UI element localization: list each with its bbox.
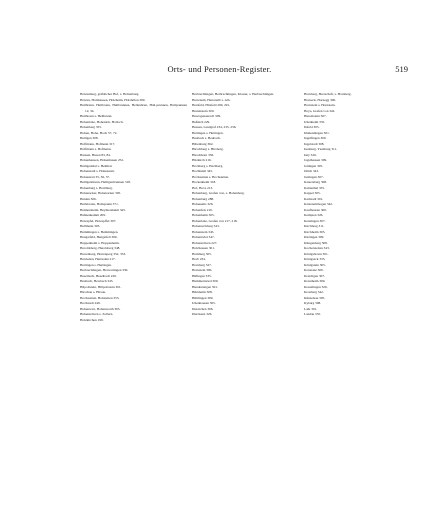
index-entry: Hohentwiel 347. bbox=[192, 235, 215, 239]
index-entry: Hohenlohe, Hohenloh, Holloch. bbox=[80, 119, 124, 124]
index-entry: Kappel 305. bbox=[304, 191, 321, 195]
index-entry: Ichenheim 335. bbox=[304, 119, 326, 124]
index-entry: Königsbronn 301. bbox=[304, 251, 329, 256]
index-entry: Hüttlingen 309. bbox=[192, 295, 214, 300]
index-entry: Kirchberg 311. bbox=[304, 224, 325, 228]
index-entry: Hirschhorn 356. bbox=[192, 152, 215, 157]
index-entry: Hochstetten, Hohstetten 355. bbox=[80, 295, 120, 300]
index-entry: Hohenfels 210. bbox=[192, 207, 213, 212]
index-entry: Ingelfingen 300. bbox=[304, 136, 327, 140]
index-entry: Hohenstatt 35, 36, 37. bbox=[80, 174, 110, 179]
index-entry: Heroldsberg, Herolsberg 348. bbox=[80, 246, 121, 250]
index-entry: Heiligenthal s. Heilthal. bbox=[80, 163, 113, 168]
index-entry: Heiden 306. bbox=[80, 196, 97, 201]
index-entry: Justingen 307. bbox=[304, 174, 324, 179]
index-entry: Lahr 301. bbox=[304, 306, 318, 311]
index-entry: Hohenburg 288. bbox=[192, 196, 214, 201]
index-entry: Heubach s. Heubach. bbox=[192, 136, 221, 140]
index-entry: Illereichen 306. bbox=[192, 306, 214, 311]
index-entry: Hohenhausen, Hohenhusen 252. bbox=[80, 158, 124, 162]
index-entry: Homburg 305. bbox=[192, 251, 212, 256]
index-entry: Jagsthausen 309. bbox=[304, 158, 327, 162]
index-entry: Krautheim 309. bbox=[304, 279, 326, 283]
index-entry: Kraichgau 307. bbox=[304, 273, 325, 278]
index-entry: Hitzkirch 216. bbox=[192, 158, 212, 162]
index-entry: Hoya, Grafen von 342. bbox=[304, 108, 336, 113]
index-entry: Hohenberg, Grafen von, s. Hohenberg. bbox=[192, 191, 245, 195]
index-entry: Hochstetten s. Hochstetten. bbox=[192, 174, 230, 179]
index-entry: Hornberg 327. bbox=[192, 262, 212, 267]
index-entry: Hertingen s. Hertingen. bbox=[80, 262, 112, 267]
index-entry: Herzogenaurach 309. bbox=[192, 114, 221, 118]
index-entry: Jülich 343. bbox=[304, 169, 319, 173]
index-entry: Herrenberg, Herrenperg 352, 353. bbox=[80, 251, 127, 256]
index-entry: Kenzingen 307. bbox=[304, 218, 326, 223]
index-entry: Ilsfeld 305. bbox=[304, 125, 320, 129]
index-entry: Künzelsau 305. bbox=[304, 295, 326, 300]
index-entry: Hahnenkamm 209. bbox=[80, 213, 106, 217]
index-entry: Hohen, Hohe, Hoch 57, 72. bbox=[80, 130, 118, 135]
index-entry: Herbrechtingen, Herwartingen 330. bbox=[80, 268, 129, 272]
index-entry: Hersfeld, Hirsfeld 290, 291. bbox=[192, 103, 231, 107]
index-entry: Holzapfel, Holzapffel 307. bbox=[80, 218, 117, 223]
index-entry: Kaufbeuren 300. bbox=[304, 207, 327, 212]
index-entry: Kaisersberg 308. bbox=[304, 180, 327, 184]
index-entry: Kitzingen 309. bbox=[304, 235, 325, 239]
page-title: Orts- und Personen-Register. bbox=[167, 64, 272, 74]
index-entry: Hohenzollern s. Zollern. bbox=[80, 312, 114, 316]
index-entry: Ichenhausen 305. bbox=[192, 301, 216, 305]
index-entry: Hüfingen 335. bbox=[192, 273, 212, 278]
index-entry: Holzkirchen 199. bbox=[80, 317, 104, 322]
index-entry: Holzen, Holzhausen, Holzheim, Holzhöfen 309. bbox=[80, 97, 146, 102]
index-entry: Hornstein 300. bbox=[192, 268, 213, 272]
index-entry: Immendingen 301. bbox=[304, 130, 330, 135]
index-entry: Hohenstein 345. bbox=[192, 229, 215, 234]
index-entry: Hoffmann s. Hofmann. bbox=[80, 147, 112, 151]
index-entry: Hohenacker, Hohenacker 305. bbox=[80, 191, 122, 195]
index-entry: Heilsbronn, Hailsprunn 371. bbox=[80, 202, 119, 206]
index-entry: Isny 326. bbox=[304, 152, 317, 157]
index-entry: Kaltenthal 335. bbox=[304, 185, 325, 190]
index-entry: Illertissen 326. bbox=[192, 312, 213, 316]
index-entry: Heiligen 308. bbox=[80, 136, 99, 140]
index-entry: Kempten 326. bbox=[304, 213, 324, 217]
index-entry: Heilbronn s. Heilbrunn. bbox=[80, 114, 113, 118]
index-entry: Herrieden, Herrieden 217. bbox=[80, 257, 116, 261]
index-entry: Hettingen s. Hettingen. bbox=[192, 130, 224, 135]
index-entry: Herbrechtingen, Herbrechtingen, Kloster, s. Herbrechtingen. bbox=[192, 92, 275, 96]
index-entry: Karlstadt 301. bbox=[304, 196, 324, 201]
index-column-3 bbox=[304, 92, 411, 504]
index-entry: Hummertsried 309. bbox=[192, 279, 219, 283]
index-entry: Hockenheim 318. bbox=[192, 180, 217, 184]
index-entry: Hessen, Landgraf 234, 235, 236. bbox=[192, 125, 237, 129]
index-entry: Holzenburg, gräfslicher Hof, s. Holtenburg. bbox=[80, 92, 140, 96]
index-entry: Hemmingen s. Hemmingen. bbox=[80, 229, 119, 234]
index-entry: Hellmann 303. bbox=[80, 224, 101, 228]
index-entry: Kocherstetten 343. bbox=[304, 246, 330, 250]
index-entry: Konstanz 300. bbox=[304, 268, 324, 272]
index-entry: Hohenburg s. Homburg. bbox=[80, 185, 113, 190]
index-entry: Hausen, Husen 83, 84. bbox=[80, 152, 111, 157]
page-header bbox=[0, 64, 439, 76]
index-entry: Kreuzlingen 326. bbox=[304, 284, 328, 289]
index-entry: Hof, Hove 213. bbox=[192, 185, 214, 190]
index-entry: Hunoltstein 307. bbox=[304, 114, 327, 118]
index-entry: Heßlach 229. bbox=[192, 119, 211, 124]
index-entry: Hengstfeld, Hengstfelt 360. bbox=[80, 235, 118, 239]
index-entry: Hohenrechberg 343. bbox=[192, 224, 220, 228]
index-entry: Hertenstein 300. bbox=[192, 108, 215, 113]
index-entry: Heiligenbrunn, Heiligenbrunnen 318. bbox=[80, 180, 131, 184]
index-entry: Landau 335. bbox=[304, 312, 321, 316]
index-entry: Heselbach, Heselbach 229. bbox=[80, 273, 117, 278]
index-entry: Klingenberg 308. bbox=[304, 240, 328, 245]
index-entry: Hohenberg 355. bbox=[80, 125, 102, 129]
index-entry: Hilpoltstein, Hiltpoltstein 301. bbox=[80, 284, 122, 289]
index-entry: Heimersheim, Heymersheim 345. bbox=[80, 207, 126, 212]
index-entry: Kirchheim 305. bbox=[304, 229, 326, 234]
index-entry: Isenburg, Ysenburg 311. bbox=[304, 147, 338, 151]
index-entry: Königstein 305. bbox=[304, 262, 326, 267]
index-entry: Hirschberg s. Hirsberg. bbox=[192, 147, 224, 151]
index-entry: Hohenlohe, Grafen von 217, 218. bbox=[192, 218, 238, 223]
index-entry: Horb 234. bbox=[192, 257, 206, 261]
index-entry: Ingolstadt 308. bbox=[304, 141, 325, 146]
index-entry: Hiltenburg 362. bbox=[192, 141, 214, 146]
index-entry: Hochheim 345. bbox=[192, 169, 213, 173]
index-entry: Hochberg s. Hachberg. bbox=[192, 163, 224, 168]
index-columns bbox=[80, 92, 412, 504]
index-entry: Kyburg 308. bbox=[304, 301, 322, 305]
index-entry: Hohenheim 305. bbox=[192, 213, 215, 217]
index-entry: Hirschau s. Hirsau. bbox=[80, 290, 106, 294]
index-entry: Hornstein s. Hornstein. bbox=[304, 103, 336, 107]
page-number: 519 bbox=[395, 64, 408, 74]
index-entry: Hundersingen 301. bbox=[192, 284, 218, 289]
index-entry: Kronberg 342. bbox=[304, 290, 324, 294]
index-entry: Hohenstadt s. Hohenstatt. bbox=[80, 169, 115, 173]
index-entry: Holzhausen 301. bbox=[192, 246, 215, 250]
index-column-1 bbox=[80, 92, 187, 504]
index-column-2 bbox=[192, 92, 299, 504]
index-entry: Hohenems 326. bbox=[192, 202, 214, 206]
index-entry: Jettingen 305. bbox=[304, 163, 324, 168]
index-entry: Katzenelnbogen 342. bbox=[304, 202, 333, 206]
index-entry: Hoffmann, Hofmann 317. bbox=[80, 141, 116, 146]
index-entry: Königseck 335. bbox=[304, 257, 326, 261]
index-entry: Herrenalb, Herrenalb s. Alb. bbox=[192, 97, 231, 102]
index-entry: Heppenheim s. Hoppenheim. bbox=[80, 240, 120, 245]
index-entry: Hornberg, Herrschaft, s. Hornberg. bbox=[304, 92, 352, 96]
index-entry: Horneck, Hornegg 300. bbox=[304, 97, 337, 102]
index-entry: Hohenwart, Hohenwarth 305. bbox=[80, 306, 121, 311]
index-entry: Hohenzollern 227. bbox=[192, 240, 218, 245]
index-entry: Heubach, Hewbach 343. bbox=[80, 279, 114, 283]
index-entry: Hürnheim 308. bbox=[192, 290, 213, 294]
index-entry: Heilbrunn, Heilbronn, Heilbrunnen, Hellenbrun, Hail-prunnen, Hailprunnen 12, 34. bbox=[80, 103, 187, 113]
index-entry: Hochstadt 249. bbox=[80, 301, 101, 305]
